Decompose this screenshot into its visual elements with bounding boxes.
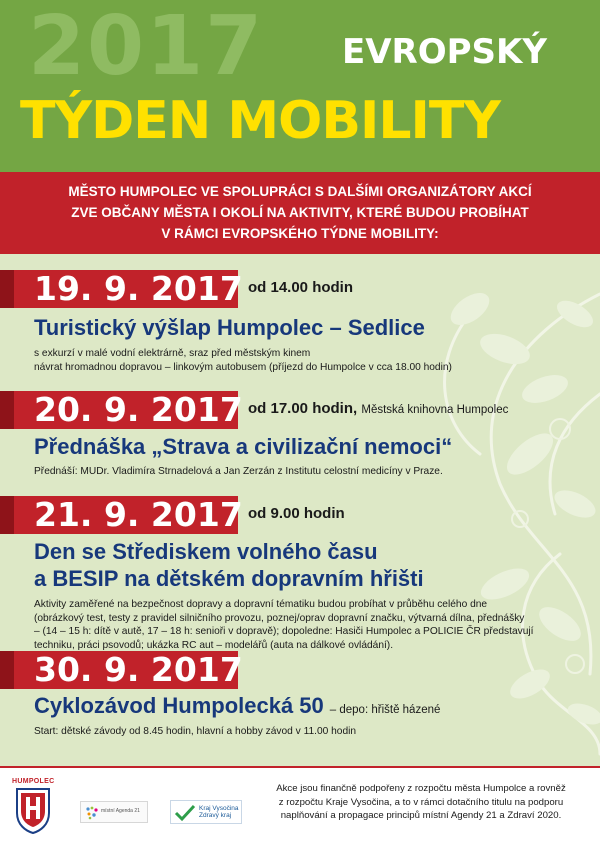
event-time bbox=[248, 278, 353, 298]
event-title-line-2: a BESIP na dětském dopravním hřišti bbox=[34, 566, 424, 591]
header-banner bbox=[0, 0, 600, 172]
event-date: 21. 9. 2017 bbox=[34, 495, 243, 534]
event-title: Den se Střediskem volného času bbox=[34, 539, 378, 564]
event-time-text: od 9.00 hodin bbox=[248, 505, 345, 522]
event-date: 19. 9. 2017 bbox=[34, 269, 243, 308]
event-title-suffix: – depo: hřiště házené bbox=[329, 704, 441, 716]
event-date-bar bbox=[0, 269, 243, 308]
event-time-text: od 17.00 hodin, bbox=[248, 400, 358, 417]
event-description: Aktivity zaměřené na bezpečnost dopravy a dopravní tématiku budou probíhat v průběhu celého dne (obrázkový test, testy z pravidel silničního provozu, poznej/oprav dopravní značku, výtvarná dílna, přednášky – (14 – 15 h: dítě v autě, 17 – 18 h: senioři v dopravě); dopoledne: Hasiči Humpolec a POLICIE ČR představují techniku, práci psovodů; ukázka RC aut – modelářů (auta na dálkové ovládání). bbox=[34, 599, 534, 651]
event-time bbox=[248, 399, 508, 420]
intro-banner bbox=[0, 172, 600, 254]
event-title: Turistický výšlap Humpolec – Sedlice bbox=[34, 315, 425, 340]
vysocina-logo bbox=[170, 800, 242, 824]
event-date: 30. 9. 2017 bbox=[34, 650, 243, 689]
event-time-text: od 14.00 hodin bbox=[248, 279, 354, 296]
event-description: Start: dětské závody od 8.45 hodin, hlavní a hobby závod v 11.00 hodin bbox=[34, 726, 357, 737]
agenda21-logo-text: místní Agenda 21 bbox=[101, 808, 140, 814]
vysocina-logo-line-2: Zdravý kraj bbox=[199, 812, 232, 819]
event-date-bar bbox=[0, 650, 243, 689]
events-section bbox=[0, 254, 600, 766]
intro-line: ZVE OBČANY MĚSTA I OKOLÍ NA AKTIVITY, KTERÉ BUDOU PROBÍHAT bbox=[71, 205, 529, 220]
event-date-bar bbox=[0, 390, 243, 429]
agenda21-dots-icon bbox=[84, 805, 100, 821]
event-time bbox=[248, 504, 345, 524]
event-description: s exkurzí v malé vodní elektrárně, sraz před městským kinem návrat hromadnou dopravou – linkovým autobusem (příjezd do Humpolce v cca 18.00 hodin) bbox=[34, 348, 452, 373]
event-date: 20. 9. 2017 bbox=[34, 390, 243, 429]
event-title-text: Cyklozávod Humpolecká 50 bbox=[34, 693, 324, 718]
intro-line: V RÁMCI EVROPSKÉHO TÝDNE MOBILITY: bbox=[161, 226, 439, 241]
event-date-bar bbox=[0, 495, 243, 534]
page-title: TÝDEN MOBILITY bbox=[20, 91, 500, 151]
humpolec-crest-icon bbox=[12, 785, 54, 835]
event-description: Přednáší: MUDr. Vladimíra Strnadelová a Jan Zerzán z Institutu celostní medicíny v Praze. bbox=[34, 466, 443, 477]
event-title bbox=[34, 692, 440, 724]
event-venue: Městská knihovna Humpolec bbox=[361, 404, 509, 416]
intro-line: MĚSTO HUMPOLEC VE SPOLUPRÁCI S DALŠÍMI ORGANIZÁTORY AKCÍ bbox=[68, 184, 532, 199]
vysocina-check-icon bbox=[174, 804, 196, 822]
humpolec-logo-text: HUMPOLEC bbox=[12, 778, 55, 785]
event-title: Přednáška „Strava a civilizační nemoci“ bbox=[34, 434, 453, 459]
footer bbox=[0, 766, 600, 845]
header-kicker: EVROPSKÝ bbox=[342, 32, 547, 72]
header-year: 2017 bbox=[28, 0, 265, 94]
humpolec-logo bbox=[12, 778, 54, 838]
vysocina-logo-line-1: Kraj Vysočina bbox=[199, 805, 239, 812]
agenda21-logo bbox=[80, 801, 148, 823]
vysocina-logo-text bbox=[199, 805, 239, 819]
funding-note: Akce jsou finančně podpořeny z rozpočtu města Humpolce a rovněž z rozpočtu Kraje Vysočina, a to v rámci dotačního titulu na podporu naplňování a propagace principů místní Agendy 21 a Zdraví 2020. bbox=[276, 783, 566, 821]
